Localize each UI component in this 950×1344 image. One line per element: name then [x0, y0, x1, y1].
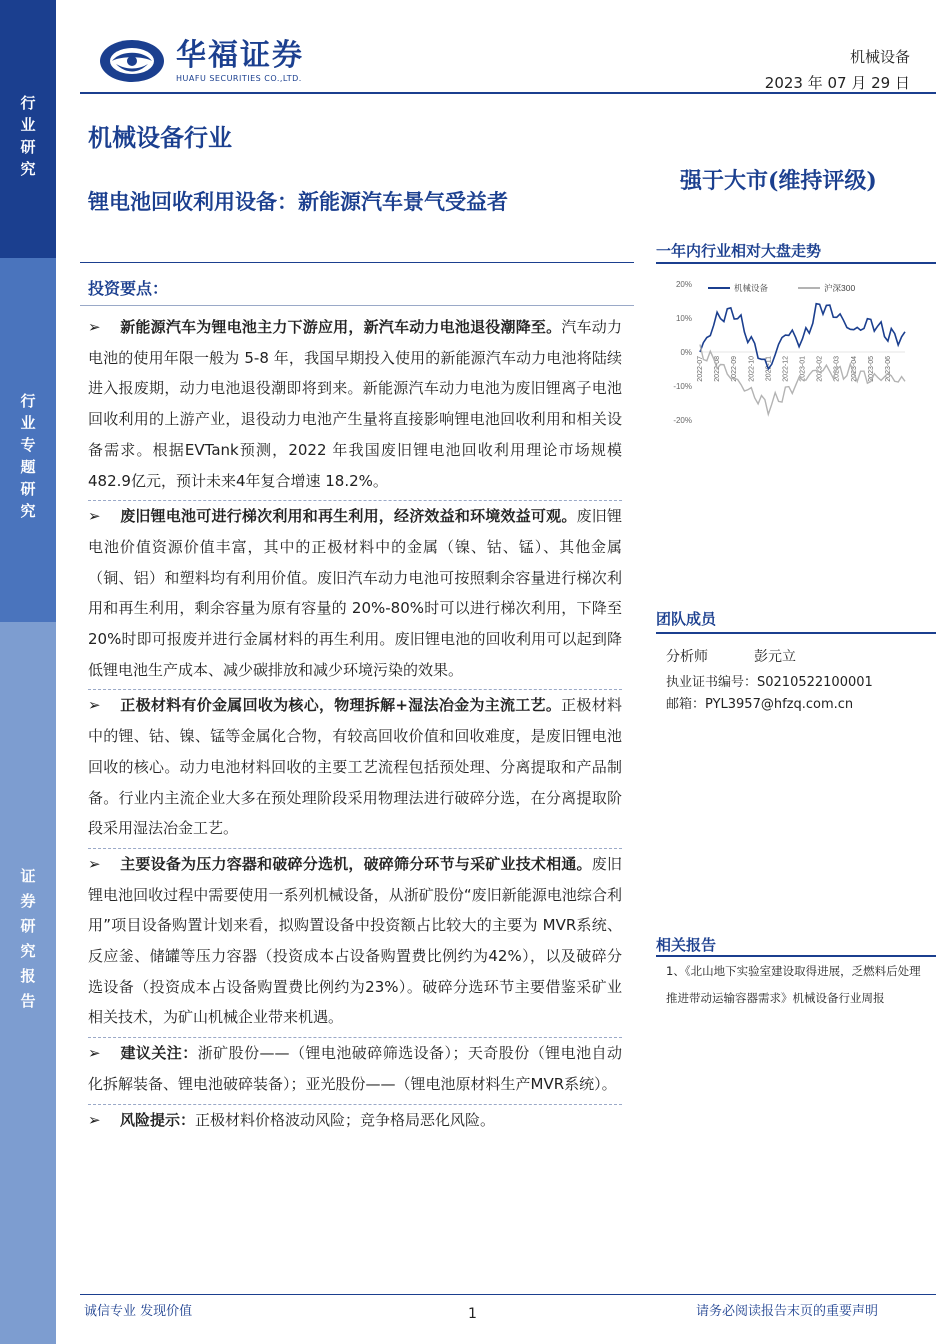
license-label: 执业证书编号： [666, 675, 758, 690]
email-label: 邮箱： [666, 697, 706, 712]
rating-label: 强于大市(维持评级) [680, 168, 877, 194]
y-tick-label: 20% [675, 280, 692, 289]
key-point-text: 浙矿股份——（锂电池破碎筛选设备）；天奇股份（锂电池自动化拆解装备、锂电池破碎装备）；亚光股份——（锂电池原材料生产MVR系统）。 [88, 1044, 622, 1093]
x-tick-label: 2023-02 [816, 356, 824, 382]
key-point-item [88, 690, 622, 844]
key-point-text: 废旧锂电池回收过程中需要使用一系列机械设备，从浙矿股份“废旧新能源电池综合利用”项目设备购置计划来看，拟购置设备中投资额占比较大的主要为 MVR系统、反应釜、储罐等压力容器（投资成本占设备购置费比例约为42%），以及破碎分选设备（投资成本占设备购置费比例约为23%）。破碎分选环节主要借鉴采矿业相关技术，为矿山机械企业带来机遇。 [88, 854, 622, 1027]
logo-english-name: HUAFU SECURITIES CO.,LTD. [176, 73, 302, 83]
footer-slogan: 诚信专业 发现价值 [84, 1304, 193, 1319]
related-report-item[interactable]: 1、《北山地下实验室建设取得进展，乏燃料后处理推进带动运输容器需求》机械设备行业周报 [666, 964, 921, 1005]
key-point-item [88, 501, 622, 685]
analyst-label: 分析师 [666, 649, 708, 665]
license-number: S0210522100001 [757, 675, 873, 690]
x-tick-label: 2023-05 [867, 356, 875, 382]
key-point-heading: 风险提示： [120, 1110, 196, 1129]
industry-vs-market-chart [660, 272, 920, 440]
x-tick-label: 2023-04 [850, 356, 858, 382]
industry-title: 机械设备行业 [88, 123, 232, 152]
analyst-row [666, 642, 873, 672]
sidebar-section-topic-research [0, 258, 56, 622]
analyst-name: 彭元立 [754, 649, 796, 665]
legend-label: 沪深300 [824, 283, 856, 293]
x-tick-label: 2022-11 [765, 356, 773, 382]
key-point-text: 正极材料价格波动风险；竞争格局恶化风险。 [195, 1110, 496, 1129]
team-title: 团队成员 [656, 610, 717, 628]
key-point-heading: 建议关注： [120, 1044, 198, 1063]
bullet-arrow-icon: ➢ [88, 1044, 101, 1063]
related-reports-divider [656, 955, 936, 957]
x-tick-label: 2023-03 [833, 356, 841, 382]
bullet-arrow-icon: ➢ [88, 854, 101, 873]
team-members [666, 642, 873, 716]
header-date: 2023 年 07 月 29 日 [764, 74, 910, 92]
x-tick-label: 2022-08 [714, 356, 722, 382]
huafu-logo-icon [98, 38, 166, 84]
y-tick-label: 10% [675, 314, 692, 323]
x-tick-label: 2023-06 [884, 356, 892, 382]
chart-title: 一年内行业相对大盘走势 [656, 242, 822, 260]
key-points-body [88, 312, 622, 1135]
sidebar-section-industry-research [0, 0, 56, 258]
sidebar-section3-label: 证券研究报告 [20, 867, 36, 1010]
header-category: 机械设备 [849, 48, 910, 66]
bullet-arrow-icon: ➢ [88, 507, 101, 526]
main-divider [80, 262, 634, 263]
company-logo [98, 38, 304, 84]
key-points-divider [80, 305, 634, 306]
header-divider [80, 92, 936, 94]
key-point-text: 正极材料中的锂、钴、镍、锰等金属化合物，有较高回收价值和回收难度，是废旧锂电池回收的核心。动力电池材料回收的主要工艺流程包括预处理、分离提取和产品制备。行业内主流企业大多在预处理阶段采用物理法进行破碎分选，在分离提取阶段采用湿法冶金工艺。 [88, 696, 622, 838]
logo-chinese-name: 华福证券 [176, 37, 304, 73]
report-subtitle: 锂电池回收利用设备：新能源汽车景气受益者 [88, 189, 508, 214]
x-tick-label: 2022-07 [697, 356, 704, 382]
analyst-email[interactable]: PYL3957@hfzq.com.cn [705, 697, 854, 712]
footer-divider [80, 1294, 936, 1295]
key-point-heading: 正极材料有价金属回收为核心，物理拆解+湿法冶金为主流工艺。 [120, 696, 562, 715]
x-tick-label: 2022-09 [731, 356, 739, 382]
license-row [666, 672, 873, 694]
x-tick-label: 2022-10 [748, 356, 756, 382]
y-tick-label: -10% [673, 382, 692, 391]
key-point-heading: 新能源汽车为锂电池主力下游应用，新汽车动力电池退役潮降至。 [120, 318, 562, 336]
bullet-arrow-icon: ➢ [88, 318, 101, 336]
page-number: 1 [468, 1306, 477, 1322]
legend-label: 机械设备 [734, 283, 769, 293]
key-point-item [88, 849, 622, 1033]
key-points-title: 投资要点： [88, 279, 169, 298]
y-tick-label: -20% [673, 416, 692, 425]
key-point-text: 汽车动力电池的使用年限一般为 5-8 年，我国早期投入使用的新能源汽车动力电池将陆续进入报废期，动力电池退役潮即将到来。新能源汽车动力电池为废旧锂离子电池回收利用的上游产业，退役动力电池产生量将直接影响锂电池回收利用和相关设备需求。根据EVTank预测，2022 年我国废旧锂电池回收利用理论市场规模 482.9亿元，预计未来4年复合增速 18.2%。 [88, 318, 622, 490]
header-meta [765, 44, 910, 96]
bullet-arrow-icon: ➢ [88, 696, 101, 715]
sidebar-section-securities-report [0, 622, 56, 1344]
key-point-item [88, 1038, 622, 1099]
key-point-heading: 废旧锂电池可进行梯次利用和再生利用，经济效益和环境效益可观。 [120, 507, 577, 526]
y-tick-label: 0% [680, 348, 692, 357]
key-point-heading: 主要设备为压力容器和破碎分选机，破碎筛分环节与采矿业技术相通。 [120, 854, 592, 873]
sidebar-section2-label: 行业专题研究 [20, 392, 36, 520]
team-title-divider [656, 632, 936, 634]
related-reports-title: 相关报告 [656, 936, 717, 954]
x-tick-label: 2023-01 [799, 356, 807, 382]
sidebar-section1-label: 行业研究 [20, 94, 36, 178]
email-row [666, 694, 873, 716]
key-point-text: 废旧锂电池价值资源价值丰富，其中的正极材料中的金属（镍、钴、锰）、其他金属（铜、铝）和塑料均有利用价值。废旧汽车动力电池可按照剩余容量进行梯次利用和再生利用，剩余容量为原有容量的 20%-80%时可以进行梯次利用，下降至20%时即可报废并进行金属材料的再生利用。废旧锂电池的回收利用可以起到降低锂电池生产成本、减少碳排放和减少环境污染的效果。 [88, 507, 622, 679]
footer-disclaimer-link[interactable]: 请务必阅读报告末页的重要声明 [695, 1304, 878, 1319]
bullet-arrow-icon: ➢ [88, 1110, 101, 1129]
key-point-item [88, 1105, 622, 1136]
x-tick-label: 2022-12 [782, 356, 790, 382]
key-point-item [88, 312, 622, 496]
chart-title-divider [656, 262, 936, 264]
